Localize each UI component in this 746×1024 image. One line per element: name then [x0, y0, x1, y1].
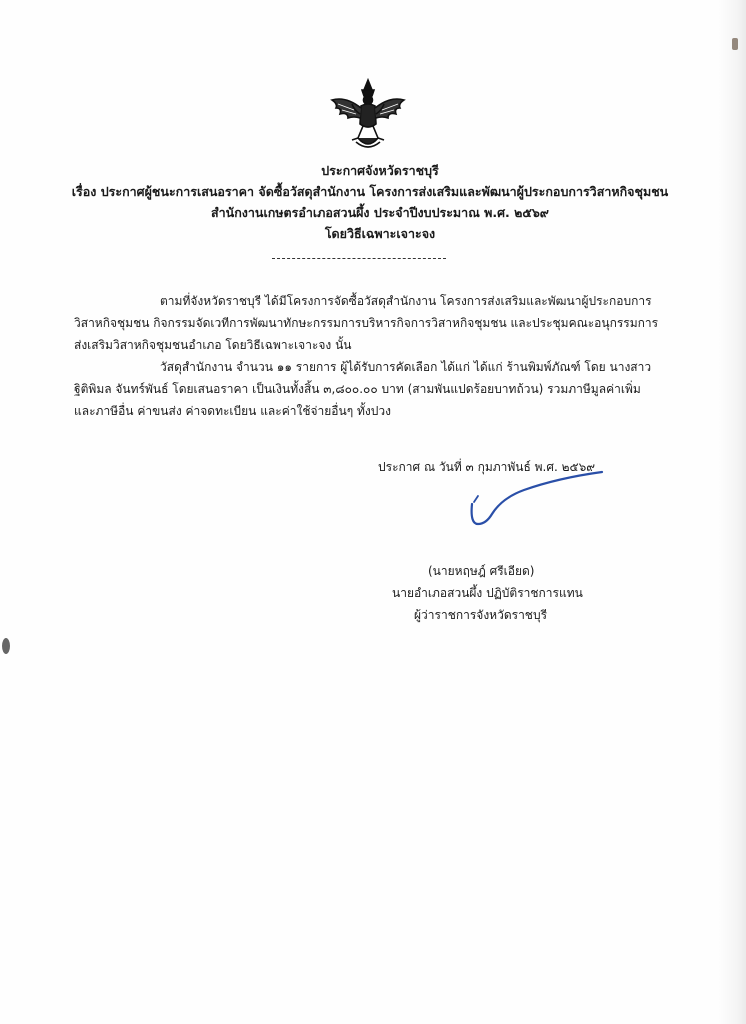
- signatory-position-2: ผู้ว่าราชการจังหวัดราชบุรี: [414, 608, 548, 622]
- paragraph-2-line-2: ฐิติพิมล จันทร์พันธ์ โดยเสนอราคา เป็นเงินทั้งสิ้น ๓,๘๐๐.๐๐ บาท (สามพันแปดร้อยบาทถ้วน) รวมภาษีมูลค่าเพิ่ม: [74, 382, 641, 396]
- page-edge-shadow: [718, 0, 746, 1024]
- garuda-emblem-icon: [328, 78, 408, 152]
- edge-mark: [732, 38, 738, 50]
- paragraph-2-line-3: และภาษีอื่น ค่าขนส่ง ค่าจดทะเบียน และค่าใช้จ่ายอื่นๆ ทั้งปวง: [74, 404, 391, 418]
- signatory-name: (นายหฤษฎ์ ศรีเอียด): [428, 564, 535, 578]
- paragraph-2-line-1: วัสดุสำนักงาน จำนวน ๑๑ รายการ ผู้ได้รับการคัดเลือก ได้แก่ ได้แก่ ร้านพิมพ์ภัณฑ์ โดย นางสาว: [160, 360, 652, 374]
- announcement-body: [74, 290, 674, 430]
- header-method: โดยวิธีเฉพาะเจาะจง: [324, 226, 436, 241]
- signatory-position-1: นายอำเภอสวนผึ้ง ปฏิบัติราชการแทน: [392, 586, 583, 600]
- header-divider: [272, 258, 446, 259]
- header-title: ประกาศจังหวัดราชบุรี: [321, 163, 439, 178]
- paragraph-1-line-2: วิสาหกิจชุมชน กิจกรรมจัดเวทีการพัฒนาทักษะกรรมการบริหารกิจการวิสาหกิจชุมชน และประชุมคณะอนุกรรมการ: [74, 316, 659, 330]
- paragraph-1-line-1: ตามที่จังหวัดราชบุรี ได้มีโครงการจัดซื้อวัสดุสำนักงาน โครงการส่งเสริมและพัฒนาผู้ประกอบการ: [160, 294, 652, 308]
- header-subject: เรื่อง ประกาศผู้ชนะการเสนอราคา จัดซื้อวัสดุสำนักงาน โครงการส่งเสริมและพัฒนาผู้ประกอบการวิสาหกิจชุมชน: [71, 184, 669, 199]
- header-office-year: สำนักงานเกษตรอำเภอสวนผึ้ง ประจำปีงบประมาณ พ.ศ. ๒๕๖๙: [211, 205, 549, 220]
- punch-hole-mark: [2, 638, 10, 654]
- paragraph-1-line-3: ส่งเสริมวิสาหกิจชุมชนอำเภอ โดยวิธีเฉพาะเจาะจง นั้น: [74, 338, 352, 352]
- announcement-date: ประกาศ ณ วันที่ ๓ กุมภาพันธ์ พ.ศ. ๒๕๖๙: [378, 460, 596, 474]
- signature-mark: [462, 468, 622, 528]
